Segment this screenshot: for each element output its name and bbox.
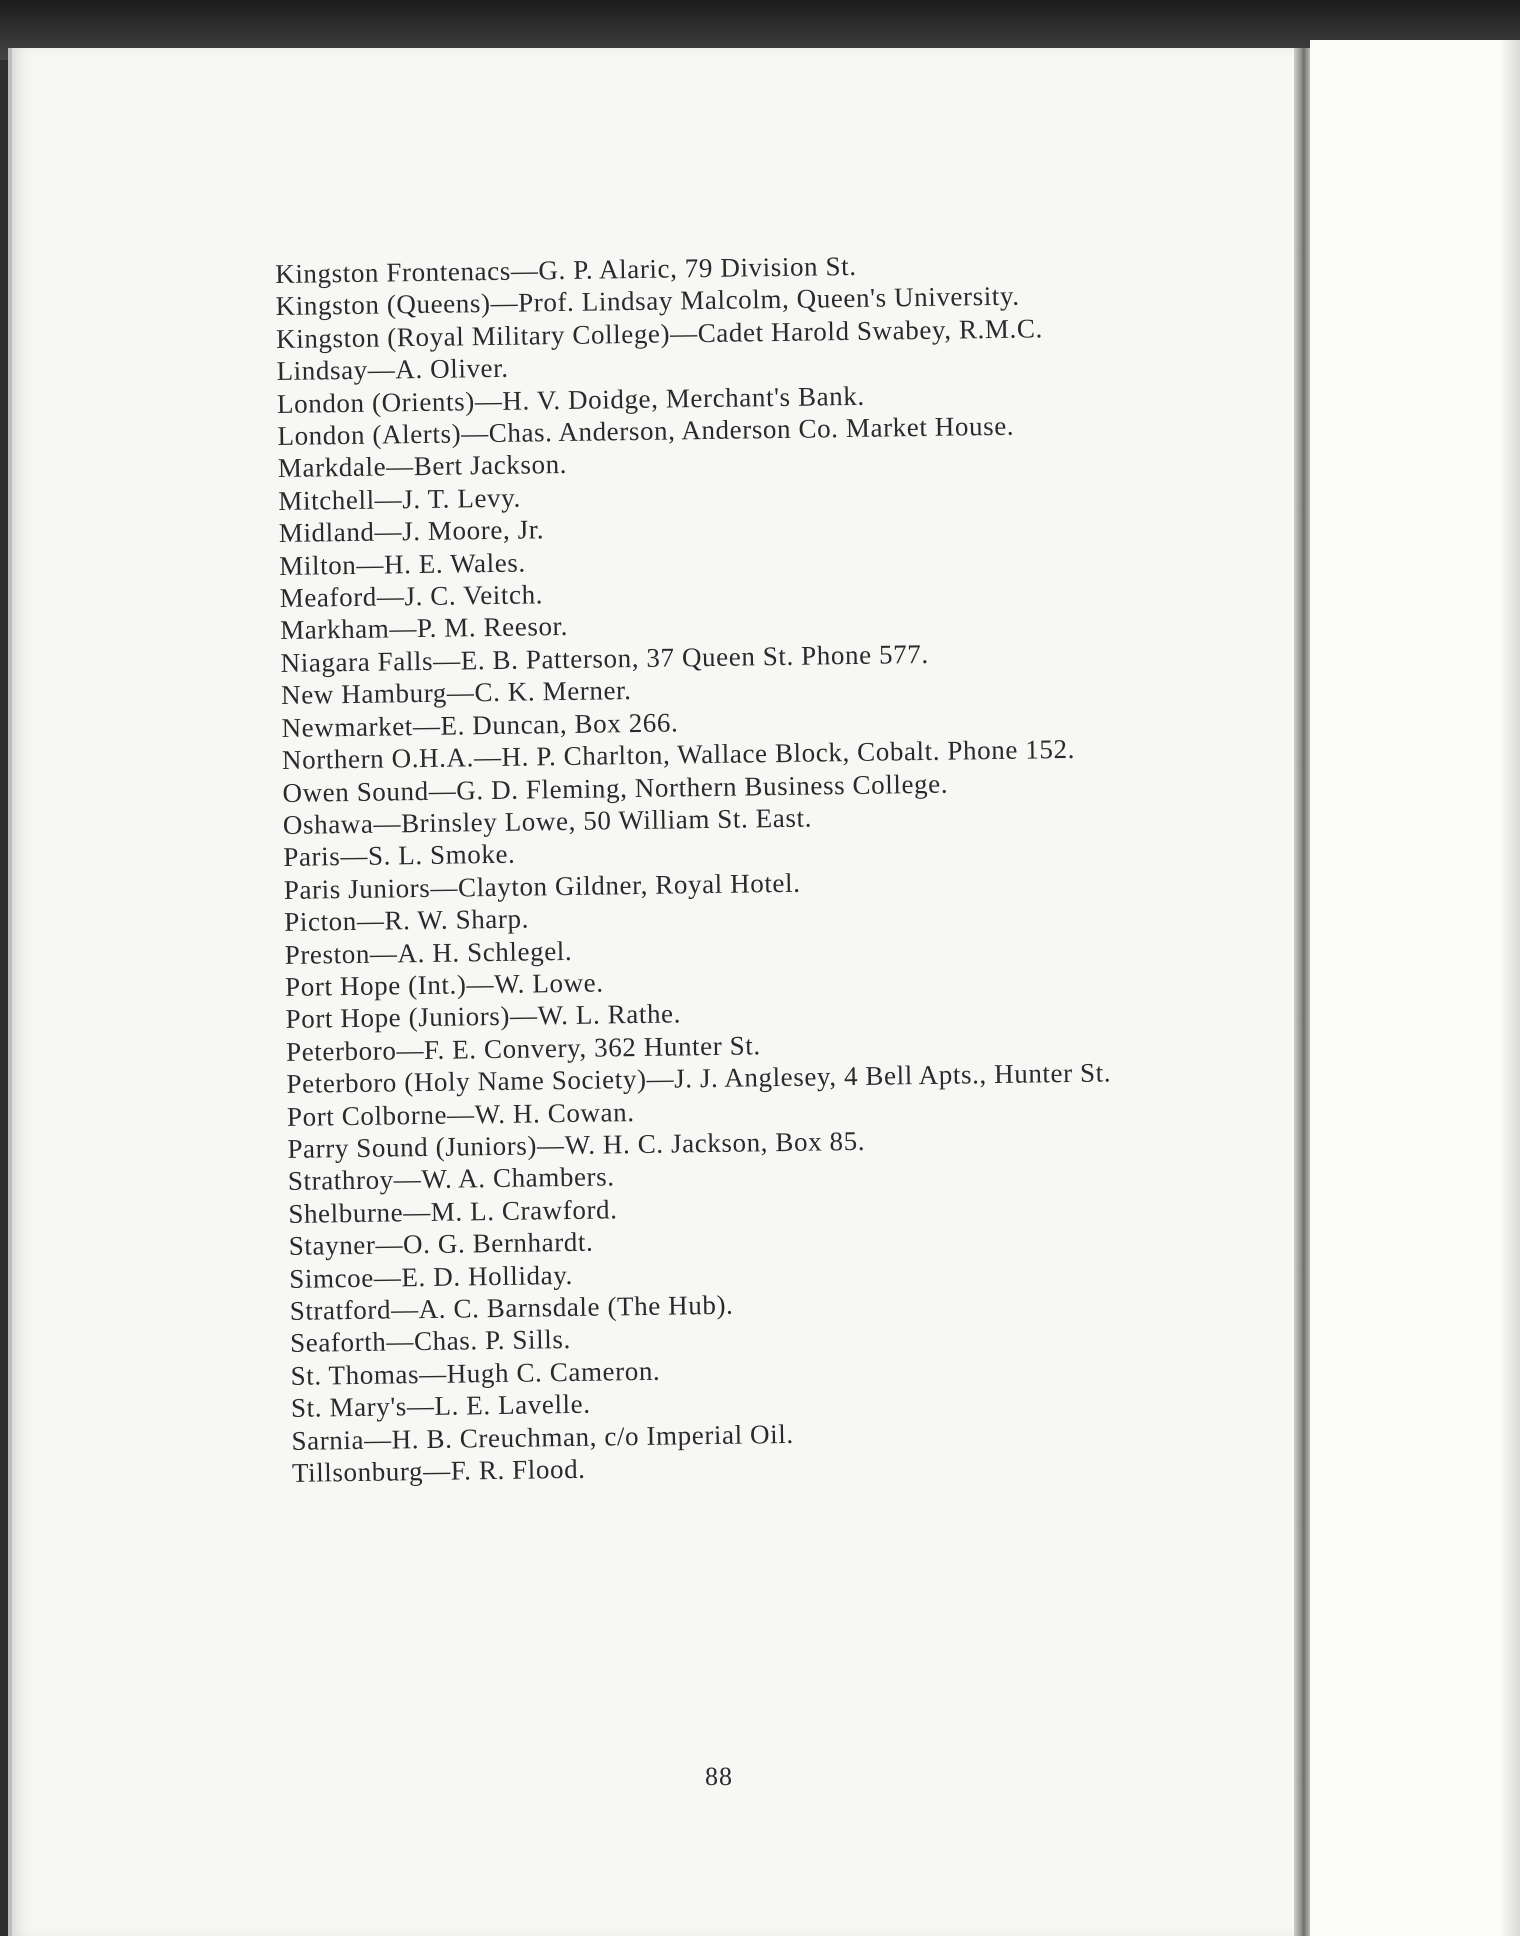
directory-entry: New Hamburg—C. K. Merner. bbox=[280, 675, 632, 711]
page-number: 88 bbox=[705, 1762, 733, 1791]
directory-entry: Parry Sound (Juniors)—W. H. C. Jackson, Box 85. bbox=[287, 1125, 866, 1164]
directory-entry: Peterboro (Holy Name Society)—J. J. Anglesey, 4 Bell Apts., Hunter St. bbox=[286, 1057, 1112, 1100]
directory-entry: Stratford—A. C. Barnsdale (The Hub). bbox=[289, 1289, 734, 1326]
directory-entry: Niagara Falls—E. B. Patterson, 37 Queen St. Phone 577. bbox=[280, 638, 929, 678]
directory-entry: London (Alerts)—Chas. Anderson, Anderson Co. Market House. bbox=[277, 410, 1015, 452]
directory-entry: Shelburne—M. L. Crawford. bbox=[288, 1194, 618, 1229]
directory-entry: St. Mary's—L. E. Lavelle. bbox=[290, 1388, 591, 1424]
directory-entry: Northern O.H.A.—H. P. Charlton, Wallace Block, Cobalt. Phone 152. bbox=[281, 733, 1076, 776]
directory-entry: Port Hope (Juniors)—W. L. Rathe. bbox=[285, 998, 682, 1035]
directory-entry: Midland—J. Moore, Jr. bbox=[278, 514, 545, 549]
directory-entry: Port Colborne—W. H. Cowan. bbox=[286, 1096, 635, 1132]
directory-entry: Mitchell—J. T. Levy. bbox=[278, 482, 522, 516]
directory-entry: Stayner—O. G. Bernhardt. bbox=[288, 1226, 594, 1262]
book-gutter bbox=[1294, 48, 1310, 1936]
directory-entry: Simcoe—E. D. Holliday. bbox=[289, 1259, 574, 1294]
directory-entry: Strathroy—W. A. Chambers. bbox=[287, 1161, 615, 1197]
directory-entry: Owen Sound—G. D. Fleming, Northern Business College. bbox=[282, 768, 949, 808]
directory-entry: Newmarket—E. Duncan, Box 266. bbox=[281, 707, 679, 743]
directory-entry: Paris Juniors—Clayton Gildner, Royal Hotel. bbox=[283, 867, 801, 905]
directory-entry: Kingston (Queens)—Prof. Lindsay Malcolm, Queen's University. bbox=[275, 281, 1020, 322]
right-edge-shadow bbox=[1500, 40, 1520, 1936]
directory-entry: London (Orients)—H. V. Doidge, Merchant's Bank. bbox=[276, 380, 865, 419]
directory-entry: Tillsonburg—F. R. Flood. bbox=[291, 1453, 586, 1488]
directory-entry: Picton—R. W. Sharp. bbox=[284, 903, 530, 938]
directory-entry: Lindsay—A. Oliver. bbox=[276, 352, 509, 387]
directory-entry: Meaford—J. C. Veitch. bbox=[279, 579, 544, 614]
directory-entry: St. Thomas—Hugh C. Cameron. bbox=[290, 1355, 661, 1391]
directory-entry: Markdale—Bert Jackson. bbox=[277, 449, 568, 484]
directory-entry: Milton—H. E. Wales. bbox=[279, 547, 526, 581]
directory-entry: Preston—A. H. Schlegel. bbox=[284, 935, 573, 970]
directory-entry: Oshawa—Brinsley Lowe, 50 William St. East. bbox=[282, 802, 813, 840]
directory-entry: Port Hope (Int.)—W. Lowe. bbox=[284, 967, 604, 1002]
directory-entry: Kingston (Royal Military College)—Cadet Harold Swabey, R.M.C. bbox=[275, 313, 1044, 354]
directory-entry: Sarnia—H. B. Creuchman, c/o Imperial Oil. bbox=[291, 1418, 794, 1456]
directory-entry: Paris—S. L. Smoke. bbox=[283, 839, 516, 873]
directory-list bbox=[275, 246, 1132, 1489]
directory-entry: Seaforth—Chas. P. Sills. bbox=[289, 1324, 572, 1359]
directory-entry: Markham—P. M. Reesor. bbox=[279, 611, 569, 646]
directory-entry: Peterboro—F. E. Convery, 362 Hunter St. bbox=[285, 1030, 761, 1067]
directory-entry: Kingston Frontenacs—G. P. Alaric, 79 Division St. bbox=[275, 250, 857, 289]
right-page-edge bbox=[1310, 40, 1520, 1936]
